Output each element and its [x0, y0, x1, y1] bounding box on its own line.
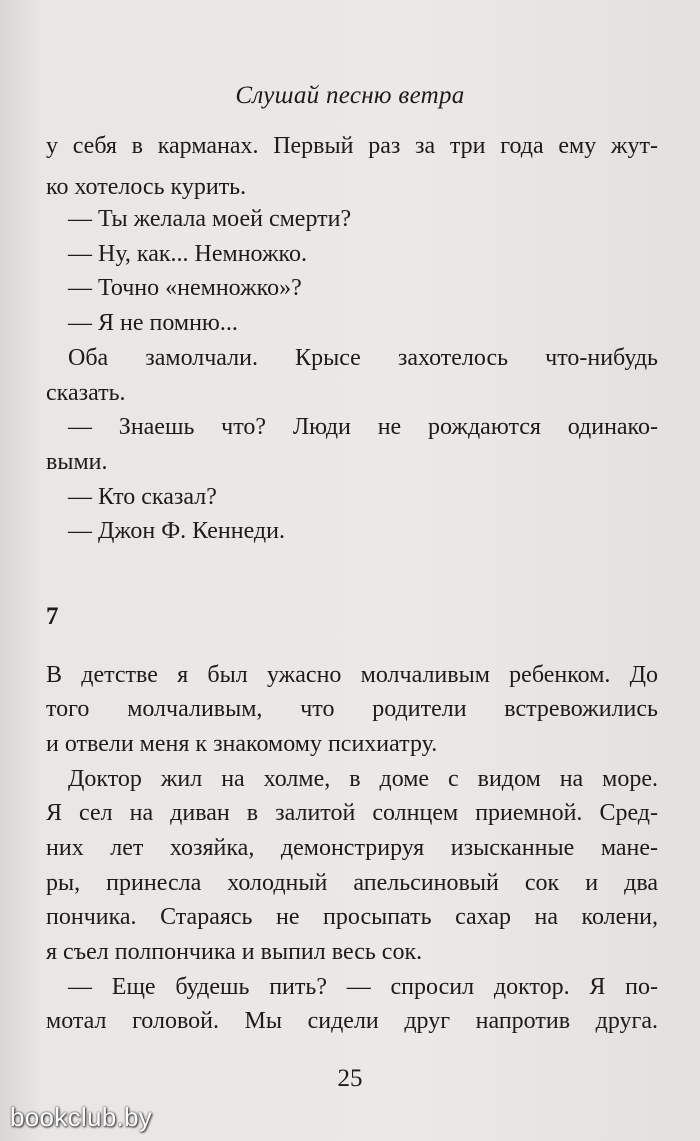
text-line: них лет хозяйка, демонстрируя изысканные мане-: [46, 835, 658, 861]
text-line: — Ты желала моей смерти?: [68, 206, 352, 232]
text-line: пончика. Стараясь не просыпать сахар на колени,: [46, 904, 658, 930]
text-line: — Еще будешь пить? — спросил доктор. Я по-: [68, 974, 658, 1000]
page-number: 25: [337, 1065, 363, 1092]
text-line: я съел полпончика и выпил весь сок.: [46, 939, 423, 965]
text-line: выми.: [46, 449, 108, 475]
text-line: того молчаливым, что родители встревожились: [46, 696, 658, 722]
text-line: — Ну, как... Немножко.: [68, 241, 307, 267]
watermark: bookclub.by: [10, 1102, 153, 1132]
text-line: ко хотелось курить.: [46, 174, 247, 200]
text-line: Оба замолчали. Крысе захотелось что-нибудь: [68, 345, 658, 371]
text-line: — Я не помню...: [68, 310, 238, 336]
text-line: — Знаешь что? Люди не рождаются одинако-: [68, 414, 658, 440]
running-header: Слушай песню ветра: [235, 82, 465, 109]
text-line: — Точно «немножко»?: [68, 275, 302, 301]
text-line: Доктор жил на холме, в доме с видом на море.: [68, 766, 658, 792]
text-line: — Кто сказал?: [68, 484, 217, 510]
text-line: Я сел на диван в залитой солнцем приемной. Сред-: [46, 800, 658, 826]
text-line: у себя в карманах. Первый раз за три года ему жут-: [46, 133, 658, 159]
text-line: ры, принесла холодный апельсиновый сок и два: [46, 870, 658, 896]
text-line: В детстве я был ужасно молчаливым ребенком. До: [46, 662, 658, 688]
chapter-number: 7: [46, 603, 59, 630]
text-line: сказать.: [46, 380, 126, 406]
text-line: и отвели меня к знакомому психиатру.: [46, 731, 438, 757]
text-line: мотал головой. Мы сидели друг напротив друга.: [46, 1008, 658, 1034]
text-line: — Джон Ф. Кеннеди.: [68, 518, 285, 544]
